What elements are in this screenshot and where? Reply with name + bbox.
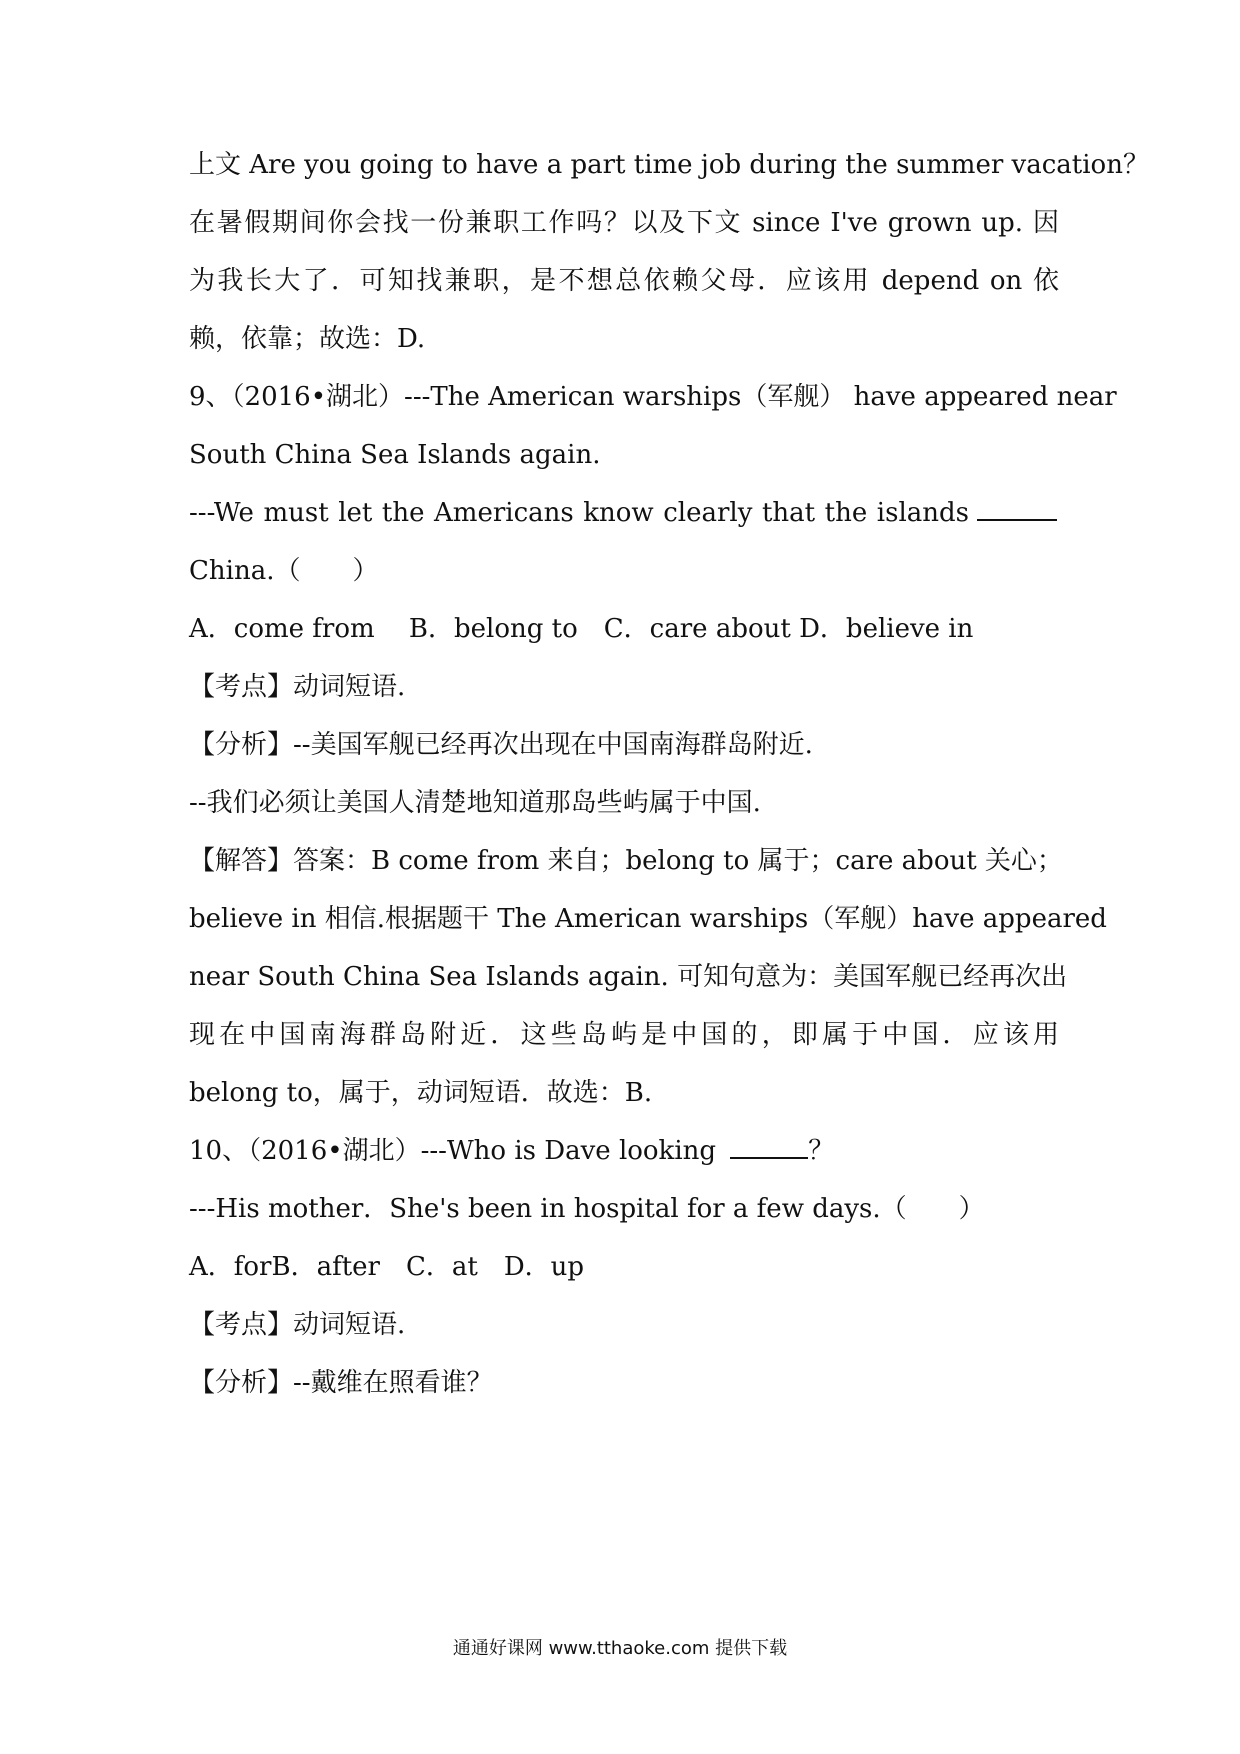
text-line: near South China Sea Islands again. 可知句意为：美国军舰已经再次出: [189, 962, 1068, 992]
question-9-dialog: [189, 496, 1059, 530]
answer-blank: [977, 497, 1057, 521]
text-line: 赖，依靠；故选：D.: [189, 324, 426, 354]
analysis-line: 【分析】--戴维在照看谁？: [189, 1368, 493, 1398]
dialog-text: ---We must let the Americans know clearly that the islands: [189, 498, 969, 528]
question-10-options: A．forB．after C．at D．up: [189, 1252, 585, 1282]
kaodian-label: 【考点】动词短语.: [189, 1310, 406, 1340]
question-9-options: A．come from B．belong to C．care about D．believe in: [189, 614, 974, 644]
question-10-stem: [189, 1134, 1059, 1168]
text-line: China.（ ）: [189, 556, 379, 586]
answer-line: 【解答】答案：B come from 来自；belong to 属于；care about 关心；: [189, 846, 1063, 876]
answer-blank: [730, 1135, 808, 1159]
text-line: South China Sea Islands again.: [189, 440, 601, 470]
text-line: 现在中国南海群岛附近．这些岛屿是中国的，即属于中国．应该用: [189, 1020, 1059, 1050]
question-mark: ？: [808, 1136, 835, 1166]
question-9-stem: 9、（2016•湖北）---The American warships（军舰） have appeared near: [189, 382, 1117, 412]
text-line: 在暑假期间你会找一份兼职工作吗？以及下文 since I've grown up. 因: [189, 208, 1059, 238]
text-line: 上文 Are you going to have a part time job during the summer vacation？: [189, 150, 1149, 180]
text-line: ---His mother．She's been in hospital for a few days.（ ）: [189, 1194, 985, 1224]
page-footer: 通通好课网 www.tthaoke.com 提供下载: [452, 1638, 788, 1659]
text-line: 为我长大了．可知找兼职，是不想总依赖父母．应该用 depend on 依: [189, 266, 1059, 296]
kaodian-label: 【考点】动词短语.: [189, 672, 406, 702]
text-line: belong to，属于，动词短语．故选：B.: [189, 1078, 653, 1108]
text-line: believe in 相信.根据题干 The American warships（军舰）have appeared: [189, 904, 1107, 934]
text-line: --我们必须让美国人清楚地知道那岛些屿属于中国.: [189, 788, 761, 818]
question-text: 10、（2016•湖北）---Who is Dave looking: [189, 1136, 717, 1166]
analysis-line: 【分析】--美国军舰已经再次出现在中国南海群岛附近.: [189, 730, 813, 760]
